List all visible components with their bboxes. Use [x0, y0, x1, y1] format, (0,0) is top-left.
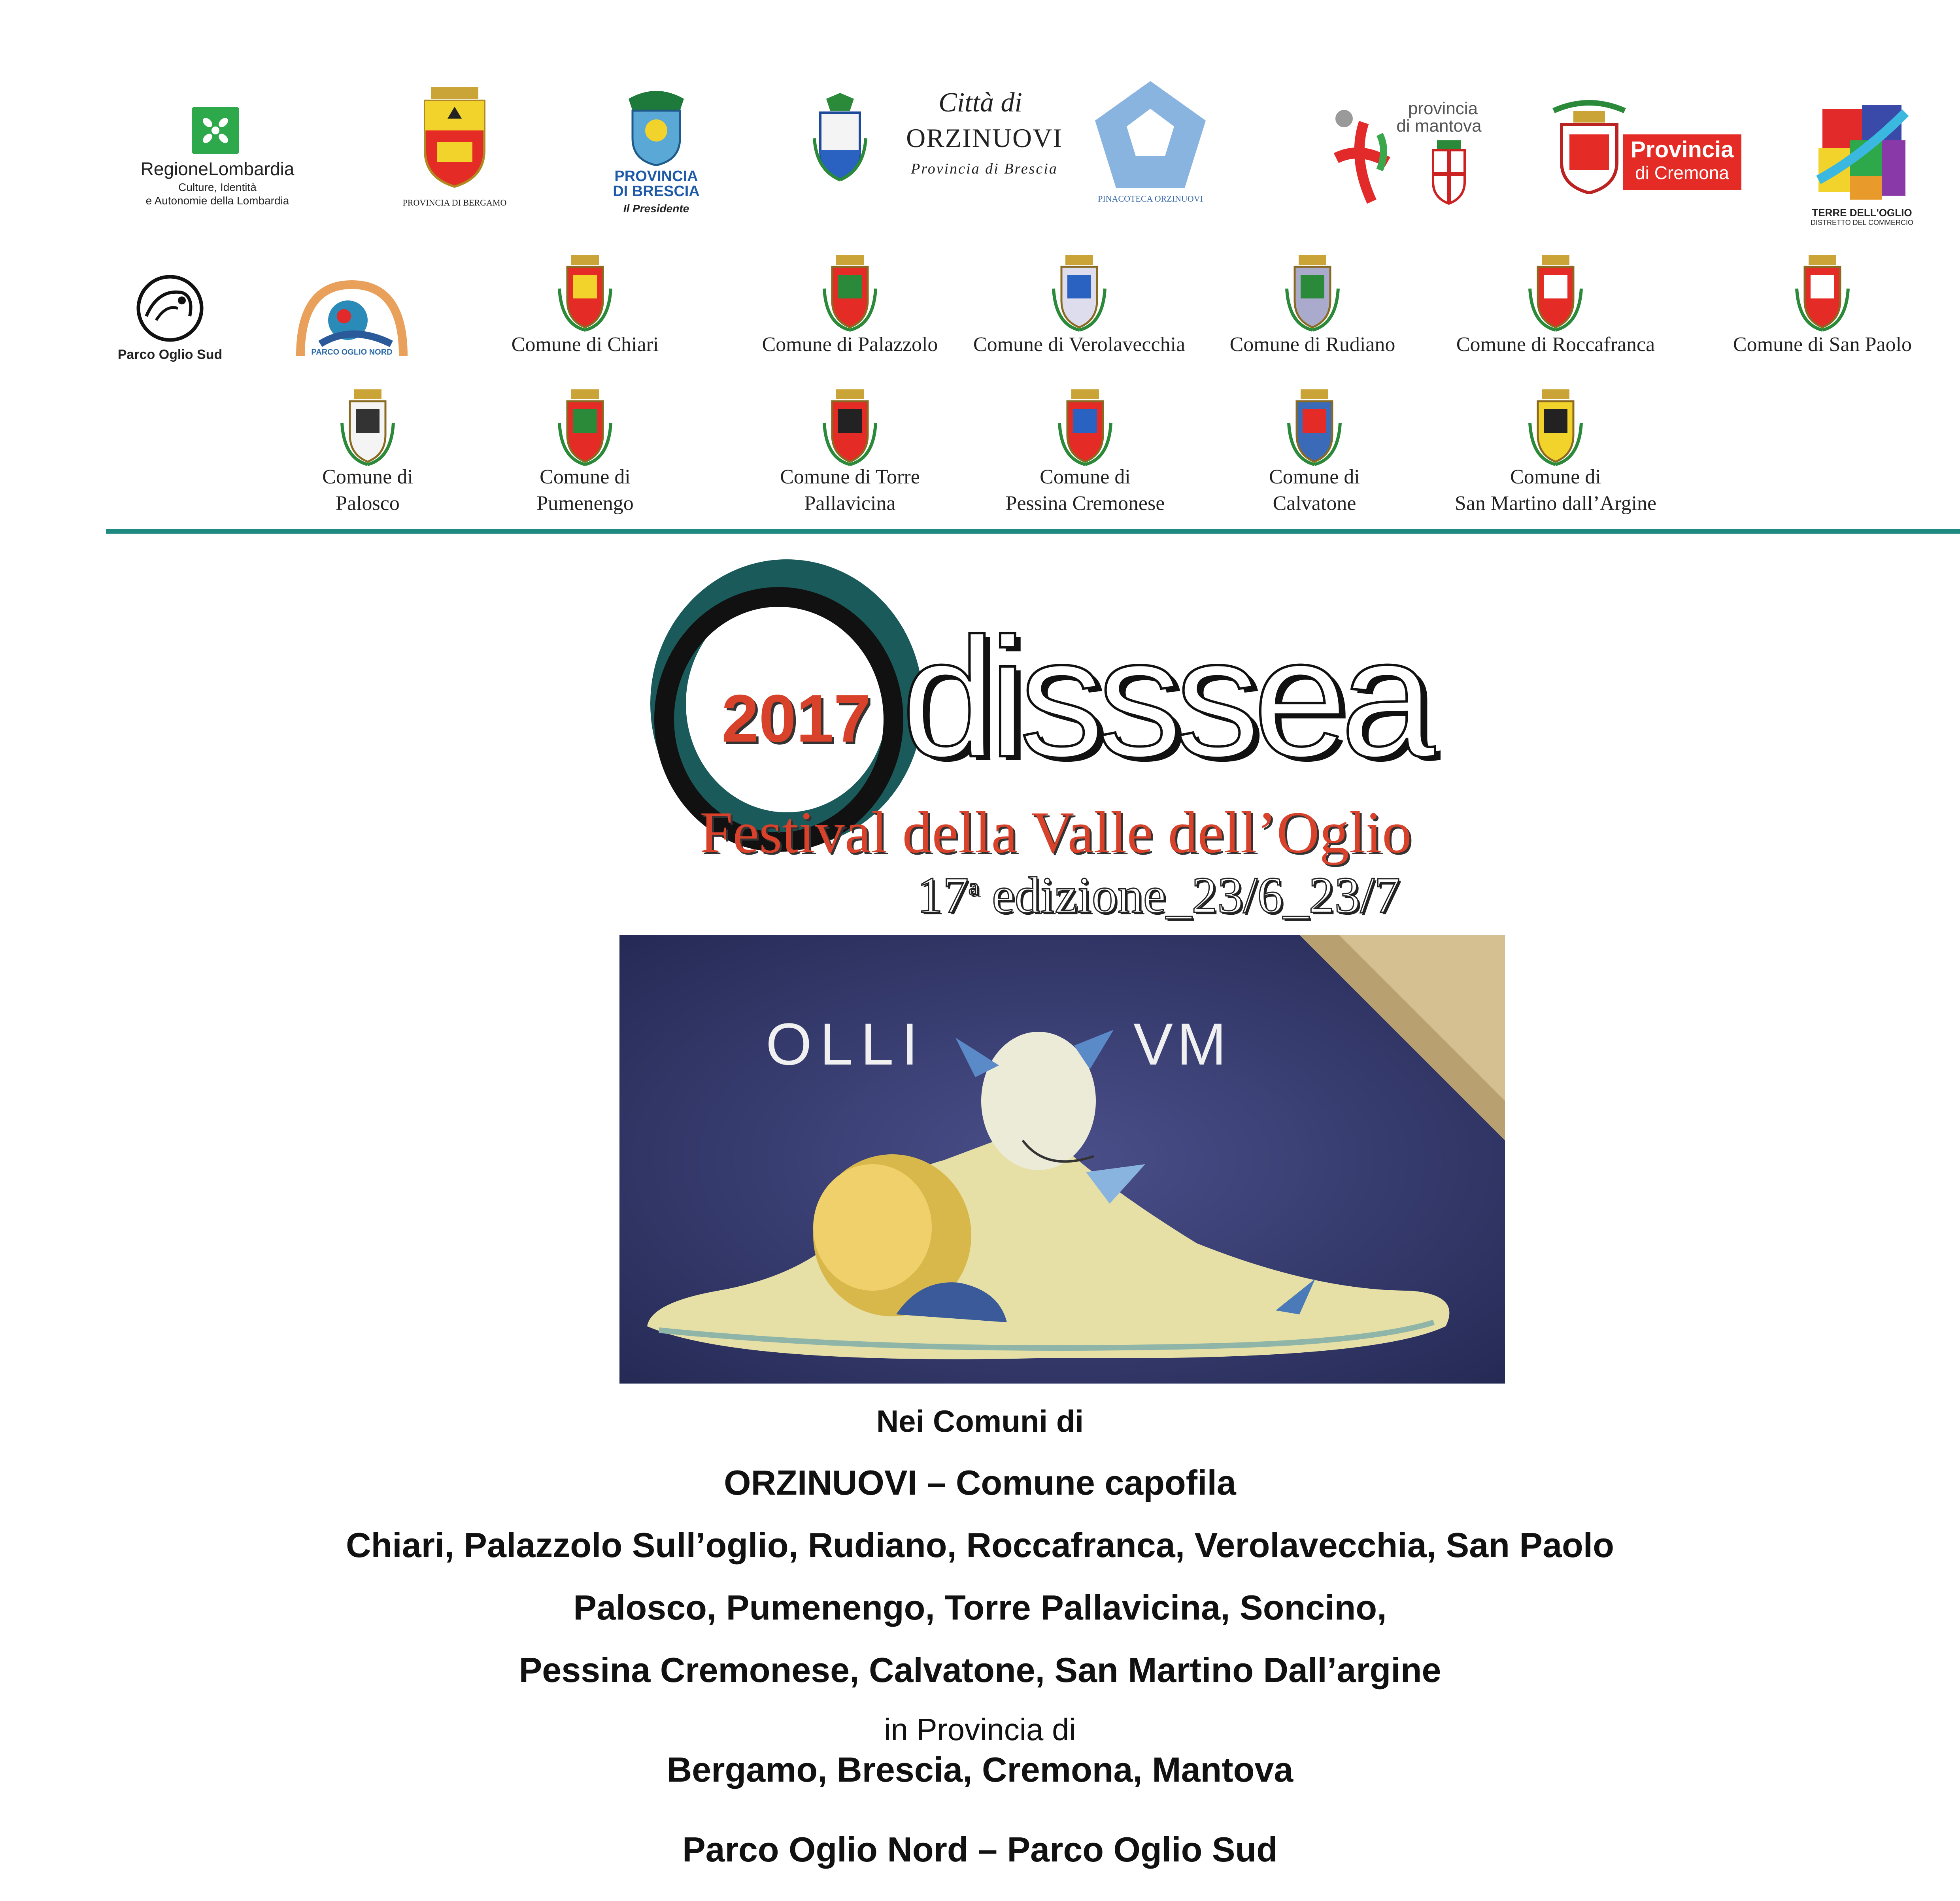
comune-row1-item — [1704, 253, 1941, 364]
comune-label-line2: San Martino dall’Argine — [1454, 492, 1657, 515]
comune-crest-icon — [553, 253, 617, 334]
comune-label: Comune di Chiari — [511, 333, 659, 356]
comune-row1-item — [1194, 253, 1431, 364]
festival-edition — [917, 866, 1400, 925]
cremona-line2: di Cremona — [1635, 162, 1729, 183]
regione-line2: e Autonomie della Lombardia — [145, 194, 289, 207]
regione-line1: Culture, Identità — [178, 181, 257, 193]
info-heading: Nei Comuni di — [876, 1404, 1084, 1438]
logo-provincia-bergamo — [395, 83, 514, 213]
logo-provincia-brescia — [609, 87, 704, 221]
oglio-mosaic-illustration — [619, 935, 1505, 1384]
comune-label-line1: Comune di — [540, 466, 631, 488]
mantova-crest-icon — [1427, 138, 1471, 206]
comune-crest-icon — [818, 253, 882, 334]
comune-crest-icon — [1283, 387, 1346, 468]
edition-number: 17 — [917, 867, 969, 924]
brescia-line2: DI BRESCIA — [613, 183, 700, 200]
cremona-line1: Provincia — [1630, 137, 1734, 162]
pinacoteca-pentagon-icon — [1093, 79, 1208, 190]
comune-row2-item — [1437, 387, 1674, 522]
info-list3: Pessina Cremonese, Calvatone, San Martino Dall’argine — [519, 1650, 1441, 1690]
comune-label: Comune di Roccafranca — [1456, 333, 1655, 356]
info-list2: Palosco, Pumenengo, Torre Pallavicina, Soncino, — [573, 1588, 1387, 1627]
comune-row2-item — [967, 387, 1204, 522]
logo-pinacoteca — [1091, 79, 1210, 210]
parco-nord-emblem-icon — [293, 277, 411, 360]
mosaic-text-left: OLLI — [766, 1011, 926, 1077]
comune-label-line2: Calvatone — [1273, 492, 1356, 515]
logo-provincia-cremona — [1550, 99, 1747, 194]
festival-name: disssea — [901, 603, 1428, 793]
mosaic-text-right: VM — [1133, 1011, 1230, 1077]
comune-row2-item — [1196, 387, 1433, 522]
logo-regione-lombardia — [115, 103, 320, 213]
comune-crest-icon — [553, 387, 617, 468]
logo-citta-orzinuovi — [810, 87, 1079, 190]
logo-parco-oglio-nord — [293, 277, 411, 368]
info-capofila: ORZINUOVI – Comune capofila — [724, 1463, 1236, 1502]
festival-subtitle: Festival della Valle dell’Oglio — [700, 800, 1412, 865]
terre-line1: TERRE DELL'OGLIO — [1812, 207, 1912, 219]
pinacoteca-caption: PINACOTECA ORZINUOVI — [1098, 194, 1203, 204]
logo-parco-oglio-sud — [107, 273, 233, 368]
regione-lombardia-icon — [192, 107, 239, 154]
comune-crest-icon — [1054, 387, 1117, 468]
orzinuovi-prefix: Città di — [938, 87, 1022, 118]
comune-row2-item — [249, 387, 486, 522]
orzinuovi-name: ORZINUOVI — [906, 123, 1063, 153]
orzinuovi-province: Provincia di Brescia — [911, 160, 1058, 177]
info-list1: Chiari, Palazzolo Sull’oglio, Rudiano, Roccafranca, Verolavecchia, San Paolo — [346, 1525, 1614, 1565]
festival-year: 2017 — [721, 681, 871, 756]
comune-crest-icon — [1281, 253, 1344, 334]
comune-crest-icon — [336, 387, 399, 468]
comune-row1-item — [731, 253, 969, 364]
cremona-crest-icon — [1550, 99, 1629, 194]
terre-oglio-map-icon — [1815, 101, 1909, 204]
comune-row1-item — [466, 253, 704, 364]
comune-label-line2: Pallavicina — [804, 492, 896, 515]
mantova-line2: di mantova — [1396, 116, 1482, 136]
info-province: Bergamo, Brescia, Cremona, Mantova — [667, 1750, 1293, 1789]
mosaic-image — [619, 935, 1505, 1384]
comune-label-line1: Comune di — [1510, 466, 1601, 488]
comune-label-line1: Comune di — [322, 466, 413, 488]
comune-crest-icon — [818, 387, 882, 468]
edition-sup: a — [969, 874, 979, 900]
mantova-line1: provincia — [1408, 99, 1478, 118]
header-divider — [106, 529, 1960, 534]
comune-label-line2: Pumenengo — [536, 492, 634, 515]
comune-row2-item — [466, 387, 704, 522]
terre-line2: DISTRETTO DEL COMMERCIO — [1810, 219, 1913, 227]
comune-label: Comune di Verolavecchia — [973, 333, 1186, 356]
parco-sud-emblem-icon — [134, 273, 206, 344]
comune-row1-item — [961, 253, 1198, 364]
edition-rest: edizione_23/6_23/7 — [979, 867, 1400, 924]
festival-logo — [633, 553, 1502, 925]
comune-crest-icon — [1048, 253, 1111, 334]
logo-provincia-mantova — [1328, 99, 1486, 210]
parco-sud-caption: Parco Oglio Sud — [117, 347, 223, 362]
regione-name: RegioneLombardia — [140, 159, 295, 179]
comune-label-line1: Comune di Torre — [780, 466, 920, 488]
comune-row1-item — [1437, 253, 1674, 364]
comune-row2-item — [731, 387, 969, 522]
brescia-crest-icon — [621, 87, 692, 166]
comune-label: Comune di Palazzolo — [762, 333, 938, 356]
comune-label: Comune di San Paolo — [1733, 333, 1912, 356]
comune-label-line2: Palosco — [336, 492, 400, 515]
orzinuovi-crest-icon — [810, 91, 870, 182]
comune-crest-icon — [1791, 253, 1854, 334]
comune-crest-icon — [1524, 387, 1587, 468]
info-parchi: Parco Oglio Nord – Parco Oglio Sud — [682, 1830, 1278, 1869]
comune-label: Comune di Rudiano — [1229, 333, 1395, 356]
info-provincia-label: in Provincia di — [884, 1712, 1076, 1747]
logo-terre-oglio — [1803, 101, 1921, 231]
comune-label-line2: Pessina Cremonese — [1005, 492, 1165, 515]
comune-label-line1: Comune di — [1269, 466, 1360, 488]
parco-nord-caption: PARCO OGLIO NORD — [311, 348, 393, 357]
comune-crest-icon — [1524, 253, 1587, 334]
brescia-line3: Il Presidente — [623, 202, 689, 215]
bergamo-crest-icon — [419, 83, 490, 190]
comune-label-line1: Comune di — [1040, 466, 1131, 488]
bergamo-caption: PROVINCIA DI BERGAMO — [402, 198, 507, 208]
brescia-line1: PROVINCIA — [614, 168, 698, 185]
